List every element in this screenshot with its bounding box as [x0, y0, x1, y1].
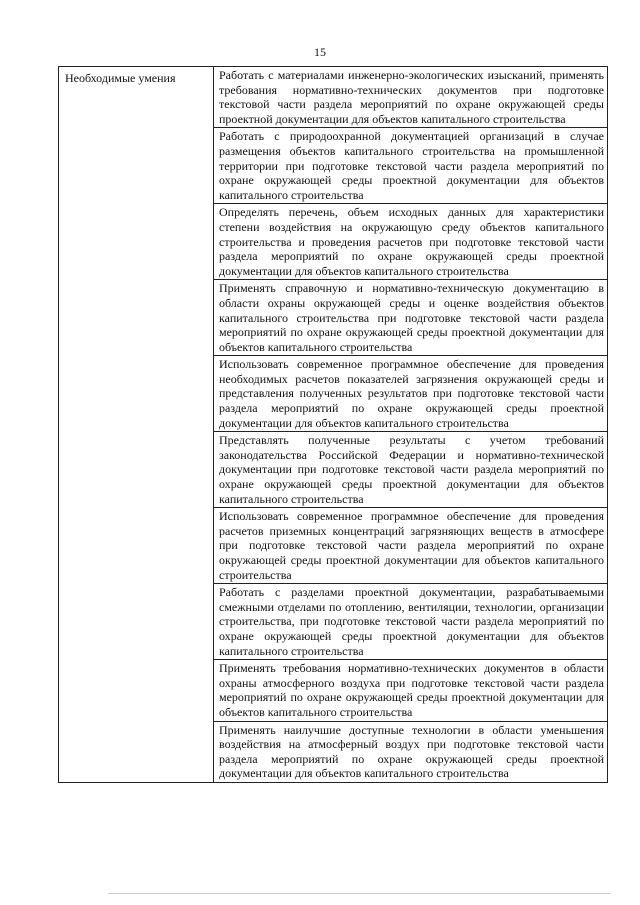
- skill-item: Применять справочную и нормативно-техническую документацию в области охраны окружающей среды и оценке воздействия объектов капитального строительства при подготовке текстовой части раздела мероприятий по охране окружающей среды проектной документации для объектов капитального строительства: [214, 280, 608, 356]
- skills-label: Необходимые умения: [59, 67, 214, 783]
- skill-item: Применять требования нормативно-технических документов в области охраны атмосферного воздуха при подготовке текстовой части раздела мероприятий по охране окружающей среды проектной документации для объектов капитального строительства: [214, 660, 608, 721]
- skill-item: Работать с разделами проектной документации, разрабатываемыми смежными отделами по отоплению, вентиляции, технологии, организации строительства, при подготовке текстовой части раздела мероприятий по охране окружающей среды проектной документации для объектов капитального строительства: [214, 584, 608, 660]
- skill-item: Использовать современное программное обеспечение для проведения расчетов приземных концентраций загрязняющих веществ в атмосфере при подготовке текстовой части раздела мероприятий по охране окружающей среды проектной документации для объектов капитального строительства: [214, 508, 608, 584]
- skills-table: [58, 66, 608, 783]
- skill-item: Работать с материалами инженерно-экологических изысканий, применять требования нормативно-технических документов при подготовке текстовой части раздела мероприятий по охране окружающей среды проектной документации для объектов капитального строительства: [214, 67, 608, 128]
- skill-item: Работать с природоохранной документацией организаций в случае размещения объектов капитального строительства на промышленной территории при подготовке текстовой части раздела мероприятий по охране окружающей среды проектной документации для объектов капитального строительства: [214, 128, 608, 204]
- page-number: 15: [314, 45, 326, 59]
- skill-item: Применять наилучшие доступные технологии в области уменьшения воздействия на атмосферный воздух при подготовке текстовой части раздела мероприятий по охране окружающей среды проектной документации для объектов капитального строительства: [214, 721, 608, 782]
- skill-item: Использовать современное программное обеспечение для проведения необходимых расчетов показателей загрязнения окружающей среды и представления полученных результатов при подготовке текстовой части раздела мероприятий по охране окружающей среды проектной документации для объектов капитального строительства: [214, 356, 608, 432]
- table-row: [59, 67, 608, 128]
- skill-item: Представлять полученные результаты с учетом требований законодательства Российской Федерации и нормативно-технической документации при подготовке текстовой части раздела мероприятий по охране окружающей среды проектной документации для объектов капитального строительства: [214, 432, 608, 508]
- page-edge-line: [108, 893, 611, 894]
- skill-item: Определять перечень, объем исходных данных для характеристики степени воздействия на окружающую среду объектов капитального строительства и проведения расчетов при подготовке текстовой части раздела мероприятий по охране окружающей среды проектной документации для объектов капитального строительства: [214, 204, 608, 280]
